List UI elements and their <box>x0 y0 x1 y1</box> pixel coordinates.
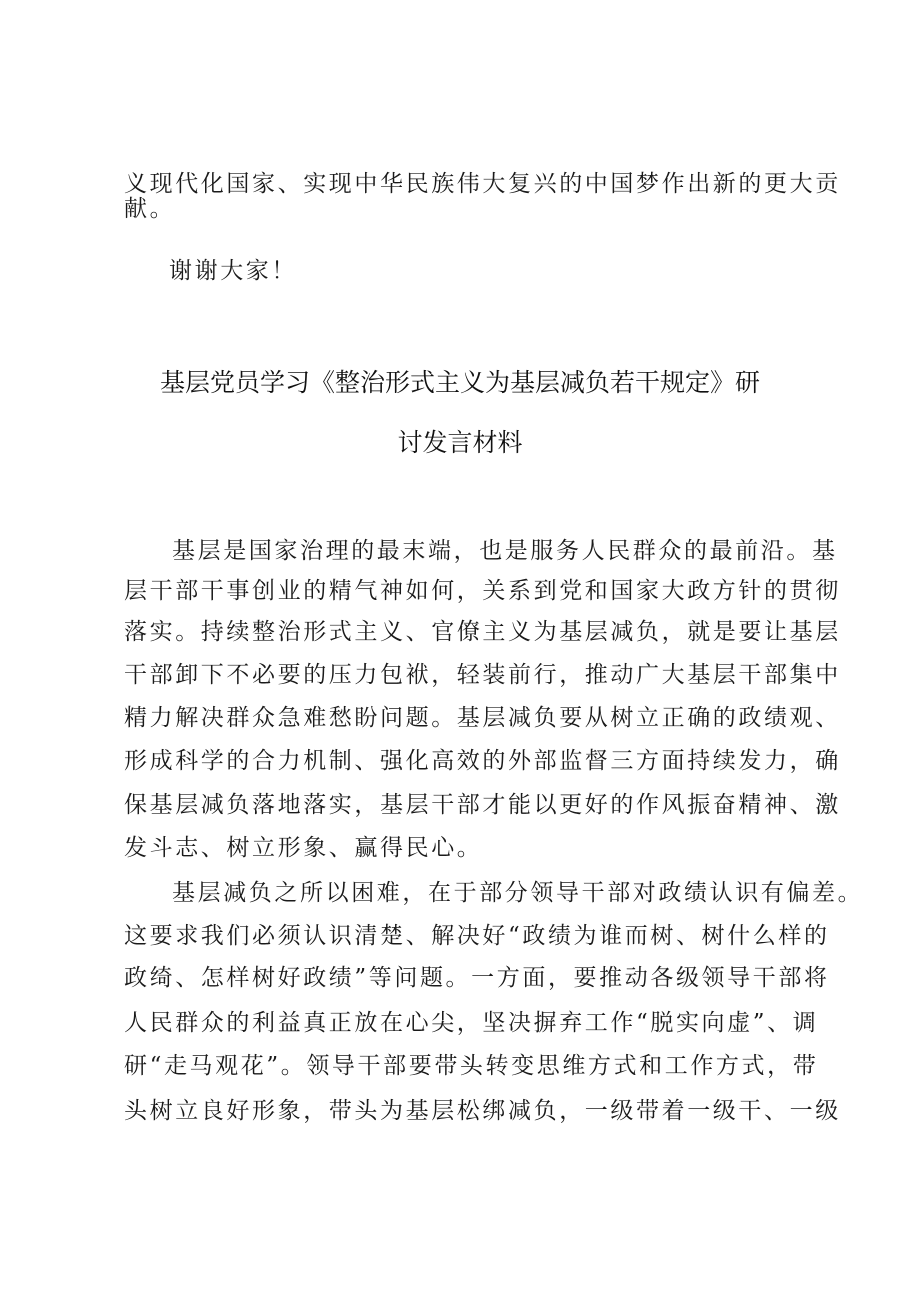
body-text-line: 基层减负之所以困难，在于部分领导干部对政绩认识有偏差。 <box>172 880 864 906</box>
body-text-line: 义现代化国家、实现中华民族伟大复兴的中国梦作出新的更大贡 <box>124 171 841 197</box>
document-title-line-2: 讨发言材料 <box>397 428 523 457</box>
body-text-line: 落实。持续整治形式主义、官僚主义为基层减负，就是要让基层 <box>124 619 841 645</box>
document-title-line-1: 基层党员学习《整治形式主义为基层减负若干规定》研 <box>159 368 760 397</box>
body-text-line: 干部卸下不必要的压力包袱，轻装前行，推动广大基层干部集中 <box>124 662 841 688</box>
body-text-line: 保基层减负落地落实，基层干部才能以更好的作风振奋精神、激 <box>124 792 841 818</box>
body-text-line: 精力解决群众急难愁盼问题。基层减负要从树立正确的政绩观、 <box>124 705 841 731</box>
body-text-line: 这要求我们必须认识清楚、解决好“政绩为谁而树、树什么样的 <box>124 923 830 949</box>
body-text-line: 政绮、怎样树好政绩”等问题。一方面，要推动各级领导干部将 <box>124 965 830 991</box>
body-text-line: 献。 <box>124 196 176 222</box>
body-text-line: 人民群众的利益真正放在心尖，坚决摒弃工作“脱实向虚”、调 <box>124 1010 819 1036</box>
body-text-line: 头树立良好形象，带头为基层松绑减负，一级带着一级干、一级 <box>124 1098 841 1124</box>
closing-thanks: 谢谢大家！ <box>169 258 297 284</box>
body-text-line: 基层是国家治理的最末端，也是服务人民群众的最前沿。基 <box>172 538 838 564</box>
body-text-line: 形成科学的合力机制、强化高效的外部监督三方面持续发力，确 <box>124 748 841 774</box>
body-text-line: 发斗志、树立形象、赢得民心。 <box>124 835 483 861</box>
body-text-line: 层干部干事创业的精气神如何，关系到党和国家大政方针的贯彻 <box>124 578 841 604</box>
body-text-line: 研“走马观花”。领导干部要带头转变思维方式和工作方式，带 <box>124 1053 819 1079</box>
